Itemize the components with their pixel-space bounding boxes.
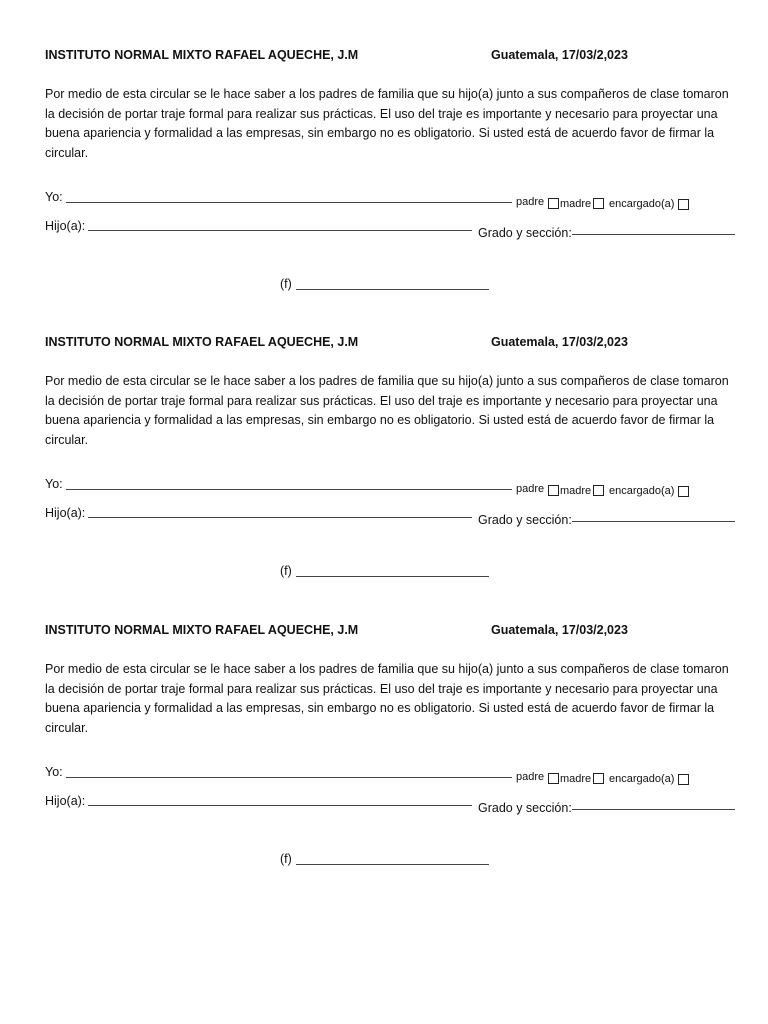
yo-label: Yo: xyxy=(45,190,63,204)
yo-name-field[interactable] xyxy=(66,202,512,203)
padre-checkbox[interactable] xyxy=(548,485,559,496)
circular-2 xyxy=(0,287,768,577)
yo-label: Yo: xyxy=(45,765,63,779)
padre-checkbox[interactable] xyxy=(548,198,559,209)
hijo-name-field[interactable] xyxy=(88,230,472,231)
circular-body-text: Por medio de esta circular se le hace saber a los padres de familia que su hijo(a) junto a sus compañeros de clase tomaron la decisión de portar traje formal para realizar sus prácticas. El uso del traje es importante y necesario para proyectar una buena apariencia y formalidad a las empresas, sin embargo no es obligatorio. Si usted está de acuerdo favor de firmar la circular. xyxy=(45,662,729,735)
encargado-label: encargado(a) xyxy=(609,773,675,785)
firma-label: (f) xyxy=(280,564,292,578)
date-line: Guatemala, 17/03/2,023 xyxy=(491,48,628,62)
madre-label: madre xyxy=(560,773,592,785)
madre-label: madre xyxy=(560,485,592,497)
encargado-checkbox[interactable] xyxy=(678,486,689,497)
encargado-label: encargado(a) xyxy=(609,485,675,497)
hijo-label: Hijo(a): xyxy=(45,794,86,808)
signature-field[interactable] xyxy=(296,864,489,865)
yo-label: Yo: xyxy=(45,477,63,491)
hijo-label: Hijo(a): xyxy=(45,506,86,520)
encargado-checkbox[interactable] xyxy=(678,199,689,210)
padre-label: padre xyxy=(516,196,545,208)
grado-label: Grado y sección: xyxy=(478,226,572,240)
madre-checkbox[interactable] xyxy=(593,485,604,496)
grado-label: Grado y sección: xyxy=(478,513,572,527)
madre-checkbox[interactable] xyxy=(593,198,604,209)
hijo-label: Hijo(a): xyxy=(45,219,86,233)
circular-body-text: Por medio de esta circular se le hace saber a los padres de familia que su hijo(a) junto a sus compañeros de clase tomaron la decisión de portar traje formal para realizar sus prácticas. El uso del traje es importante y necesario para proyectar una buena apariencia y formalidad a las empresas, sin embargo no es obligatorio. Si usted está de acuerdo favor de firmar la circular. xyxy=(45,87,729,160)
encargado-label: encargado(a) xyxy=(609,198,675,210)
grado-field[interactable] xyxy=(572,234,735,235)
date-line: Guatemala, 17/03/2,023 xyxy=(491,335,628,349)
institution-name: INSTITUTO NORMAL MIXTO RAFAEL AQUECHE, J.M xyxy=(45,335,359,349)
madre-label: madre xyxy=(560,198,592,210)
yo-name-field[interactable] xyxy=(66,777,512,778)
padre-label: padre xyxy=(516,483,545,495)
grado-label: Grado y sección: xyxy=(478,801,572,815)
padre-label: padre xyxy=(516,771,545,783)
grado-field[interactable] xyxy=(572,809,735,810)
encargado-checkbox[interactable] xyxy=(678,774,689,785)
institution-name: INSTITUTO NORMAL MIXTO RAFAEL AQUECHE, J.M xyxy=(45,48,359,62)
grado-field[interactable] xyxy=(572,521,735,522)
padre-checkbox[interactable] xyxy=(548,773,559,784)
circular-3 xyxy=(0,575,768,865)
circular-1 xyxy=(0,0,768,290)
hijo-name-field[interactable] xyxy=(88,517,472,518)
firma-label: (f) xyxy=(280,277,292,291)
circular-body-text: Por medio de esta circular se le hace saber a los padres de familia que su hijo(a) junto a sus compañeros de clase tomaron la decisión de portar traje formal para realizar sus prácticas. El uso del traje es importante y necesario para proyectar una buena apariencia y formalidad a las empresas, sin embargo no es obligatorio. Si usted está de acuerdo favor de firmar la circular. xyxy=(45,374,729,447)
date-line: Guatemala, 17/03/2,023 xyxy=(491,623,628,637)
institution-name: INSTITUTO NORMAL MIXTO RAFAEL AQUECHE, J.M xyxy=(45,623,359,637)
madre-checkbox[interactable] xyxy=(593,773,604,784)
yo-name-field[interactable] xyxy=(66,489,512,490)
hijo-name-field[interactable] xyxy=(88,805,472,806)
firma-label: (f) xyxy=(280,852,292,866)
